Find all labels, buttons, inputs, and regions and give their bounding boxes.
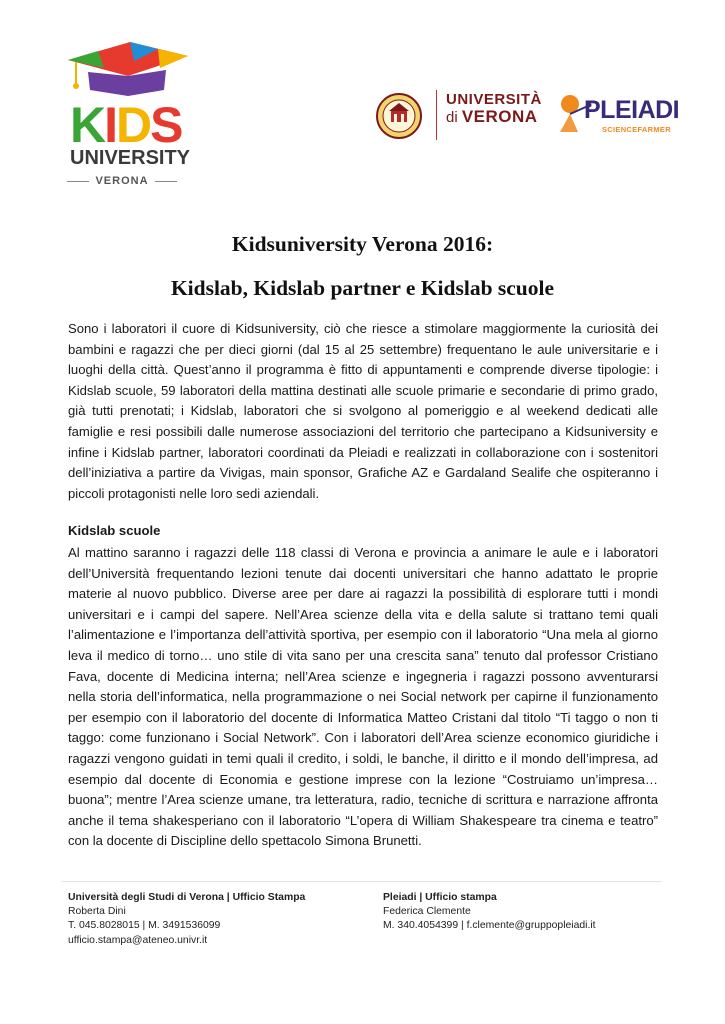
page-title-line1: Kidsuniversity Verona 2016:: [231, 232, 494, 256]
section-paragraph: Al mattino saranno i ragazzi delle 118 classi di Verona e provincia a animare le aule e i laboratori dell’Università frequentando lezioni tenute dai docenti universitari che hanno adattato le proprie materie al nuovo pubblico. Diverse aree per dare ai ragazzi la possibilità di esplorare tutti i mondi universitari e i campi del sapere. Nell’Area scienze della vita e della salute si trattano temi quali l’alimentazione e l’importanza dell’attività sportiva, per esempio con il laboratorio “Una mela al giorno leva il medico di torno… uno stile di vita sano per una crescita sana” tenuto dal professor Cristiano Fava, docente di Medicina interna; nell’Area scienze e ingegneria i ragazzi possono avventurarsi nella storia dell’informatica, nella programmazione o nei Social network per capirne il funzionamento per esempio con il laboratorio del docente di Informatica Matteo Cristani dal titolo “Ti taggo o non ti taggo: come funzionano i Social Network”. Con i laboratori dell’Area scienze economico giuridiche i ragazzi vengono guidati in temi quali il credito, i soldi, le banche, il diritto e il mondo dell’impresa, ad esempio dal docente di Economia e gestione imprese con la lezione “Costruiamo un’impresa…buona”; mentre l’Area scienze umane, tra letteratura, radio, tecniche di scrittura e narrazione affronta anche il tema shakesperiano con il laboratorio “L’opera di William Shakespeare tra cinema e teatro” con la docente di Discipline dello spettacolo Simona Brunetti.: [68, 545, 658, 849]
univr-divider: [436, 90, 437, 140]
footer-pleiadi-heading: Pleiadi | Ufficio stampa: [383, 892, 497, 903]
pleiadi-logo: [554, 92, 684, 142]
univr-line2-bold: VERONA: [461, 106, 538, 126]
footer-univr-contact: [68, 891, 305, 948]
university-seal-icon: [376, 93, 422, 139]
kids-logo-verona: VERONA: [60, 175, 184, 187]
footer-univr-phones: T. 045.8028015 | M. 3491536099: [68, 920, 221, 932]
footer-divider: [62, 881, 662, 882]
kids-letter-d: D: [116, 97, 151, 153]
footer-univr-heading: Università degli Studi di Verona | Ufficio Stampa: [68, 892, 306, 903]
kids-logo-word: [70, 97, 182, 153]
footer-pleiadi-name: Federica Clemente: [383, 906, 471, 918]
univr-line2-prefix: di: [446, 108, 462, 126]
univr-logo-text: [446, 92, 542, 126]
kids-university-logo: [60, 40, 195, 185]
kids-letter-k: K: [70, 97, 105, 153]
section-heading: Kidslab scuole: [68, 523, 161, 538]
kids-logo-university: UNIVERSITY: [70, 147, 191, 169]
pleiadi-subtitle: SCIENCEFARMER: [602, 125, 671, 134]
footer-pleiadi-contact: [383, 891, 596, 934]
page-title-line2: Kidslab, Kidslab partner e Kidslab scuole: [170, 276, 555, 300]
footer-univr-name: Roberta Dini: [68, 906, 126, 918]
univr-line1: UNIVERSITÀ: [446, 91, 542, 108]
pleiadi-word: PLEIADI: [584, 96, 680, 124]
footer-univr-email[interactable]: ufficio.stampa@ateneo.univr.it: [68, 934, 208, 946]
kids-letter-i: I: [104, 97, 117, 153]
kids-letter-s: S: [150, 97, 182, 153]
footer-pleiadi-contact-line[interactable]: M. 340.4054399 | f.clemente@gruppopleiadi.it: [383, 920, 596, 932]
univr-line2: [446, 108, 542, 126]
intro-paragraph: Sono i laboratori il cuore di Kidsuniversity, ciò che riesce a stimolare maggiormente la curiosità dei bambini e ragazzi che per dieci giorni (dal 15 al 25 settembre) frequentano le aule universitarie e i luoghi della città. Quest’anno il programma è fitto di appuntamenti e comprende diverse tipologie: i Kidslab scuole, 59 laboratori della mattina destinati alle scuole primarie e secondarie di primo grado, già tutti prenotati; i Kidslab, laboratori che si svolgono al pomeriggio e al weekend dedicati alle famiglie e resi possibili dalle numerose associazioni del territorio che partecipano a Kidsuniversity e infine i Kidslab partner, laboratori coordinati da Pleiadi e realizzati in collaborazione con i sostenitori dell’iniziativa a partire da Vivigas, main sponsor, Grafiche AZ e Gardaland Sealife che ospiteranno i piccoli protagonisti nelle loro sedi aziendali.: [68, 321, 658, 501]
graduation-cap-icon: [68, 40, 188, 102]
